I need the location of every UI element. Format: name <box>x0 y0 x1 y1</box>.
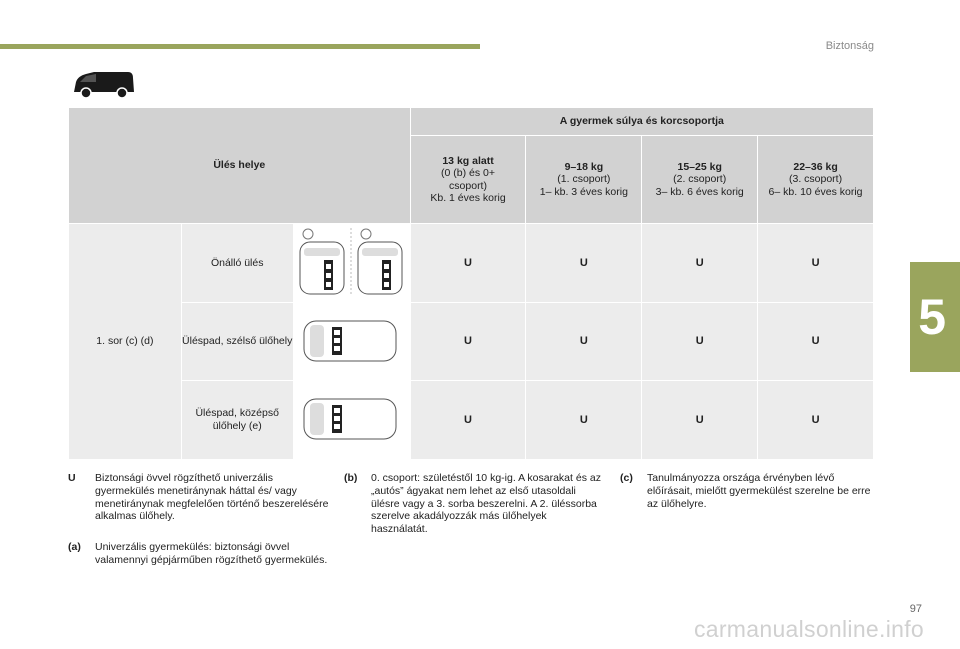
rating-cell: U <box>642 224 758 303</box>
rating-cell: U <box>526 224 642 303</box>
seat-label: Üléspad, középső ülőhely (e) <box>181 381 293 460</box>
rating-cell: U <box>410 302 526 381</box>
van-side-icon <box>72 70 136 100</box>
child-seat-table <box>68 107 874 460</box>
seat-diagram <box>293 381 410 460</box>
page-number: 97 <box>909 603 922 615</box>
chapter-number: 5 <box>918 289 946 345</box>
car-top-view-icon <box>294 381 409 455</box>
top-accent-bar <box>0 44 480 49</box>
seat-diagram <box>293 224 410 303</box>
watermark: carmanualsonline.info <box>693 616 924 642</box>
seat-label: Önálló ülés <box>181 224 293 303</box>
car-top-view-icon <box>294 303 409 377</box>
weight-group-header: A gyermek súlya és korcsoportja <box>410 108 873 136</box>
weight-col-2: 9–18 kg (1. csoport) 1– kb. 3 éves korig <box>526 136 642 224</box>
table-row <box>69 302 874 381</box>
rating-cell: U <box>758 302 874 381</box>
rating-cell: U <box>410 224 526 303</box>
rating-cell: U <box>526 302 642 381</box>
seat-position-header: Ülés helye <box>69 108 411 224</box>
weight-col-1: 13 kg alatt (0 (b) és 0+ csoport) Kb. 1 éves korig <box>410 136 526 224</box>
table-row <box>69 224 874 303</box>
rating-cell: U <box>410 381 526 460</box>
section-title: Biztonság <box>825 40 874 52</box>
seat-diagram <box>293 302 410 381</box>
rating-cell: U <box>758 381 874 460</box>
weight-col-3: 15–25 kg (2. csoport) 3– kb. 6 éves korig <box>642 136 758 224</box>
rating-cell: U <box>526 381 642 460</box>
weight-col-4: 22–36 kg (3. csoport) 6– kb. 10 éves korig <box>758 136 874 224</box>
car-top-view-icon <box>294 224 409 298</box>
table-row <box>69 381 874 460</box>
row-group-label: 1. sor (c) (d) <box>69 224 182 460</box>
rating-cell: U <box>642 381 758 460</box>
rating-cell: U <box>642 302 758 381</box>
seat-label: Üléspad, szélső ülőhely <box>181 302 293 381</box>
rating-cell: U <box>758 224 874 303</box>
